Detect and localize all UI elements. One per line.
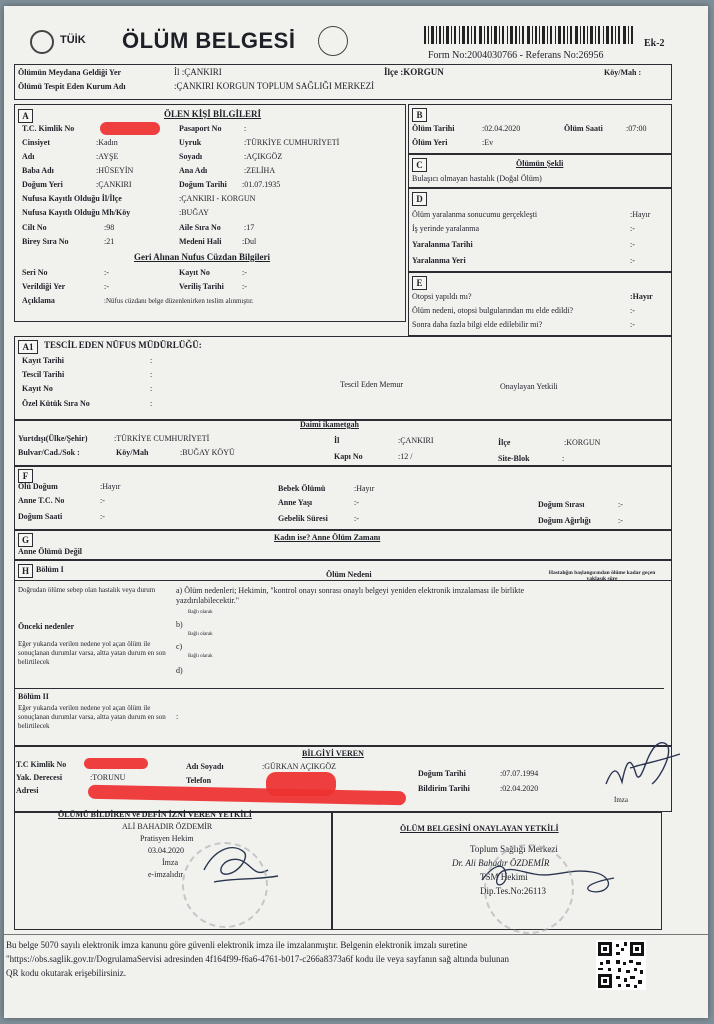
- section-b-tag: B: [412, 108, 427, 122]
- ana-value: :ZELİHA: [244, 166, 276, 175]
- section-a-title: ÖLEN KİŞİ BİLGİLERİ: [164, 109, 262, 119]
- a1-tescil-memur: Tescil Eden Memur: [340, 380, 403, 389]
- a1-colon-4: :: [150, 399, 153, 408]
- right-yetkili-line1: Toplum Sağlığı Merkezi: [470, 844, 558, 854]
- bebek-value: :Hayır: [354, 484, 375, 493]
- dogum-tarihi-label: Doğum Tarihi: [179, 180, 227, 189]
- aciklama-value: :Nüfus cüzdanı belge düzenlenirken teslim alınmıştır.: [104, 297, 254, 305]
- verildigi-label: Verildiği Yer: [22, 282, 66, 291]
- footer-line1: Bu belge 5070 sayılı elektronik imza kanunu göre güvenli elektronik imza ile imzalanmıştır. Belgenin elektronik imzalı suretine: [6, 940, 468, 950]
- footer-line2: "https://obs.saglik.gov.tr/DogrulamaServisi adresinden 4f164f99-f6a6-4761-b017-c266a8373a6f kodu ile veya sayfanın sağ altında bulunan: [6, 954, 509, 964]
- cause-b: b): [176, 620, 183, 629]
- e-a2: :-: [630, 306, 635, 315]
- olu-dogum-value: :Hayır: [100, 482, 121, 491]
- f-dogum-saati-label: Doğum Saati: [18, 512, 63, 521]
- bilgi-adi-value: :GÜRKAN AÇIKGÖZ: [262, 762, 336, 771]
- seri-label: Seri No: [22, 268, 48, 277]
- health-ministry-logo-icon: [318, 26, 348, 56]
- verilis-value: :-: [242, 282, 247, 291]
- yurtdisi-value: :TÜRKİYE CUMHURİYETİ: [114, 434, 210, 443]
- anne-yasi-value: :-: [354, 498, 359, 507]
- kadin-title: Kadın ise? Anne Ölüm Zamanı: [274, 533, 381, 542]
- section-g-tag: G: [18, 533, 33, 547]
- aile-label: Aile Sıra No: [179, 223, 221, 232]
- aciklama-label: Açıklama: [22, 296, 55, 305]
- olum-yeri-label: Ölüm Yeri: [412, 138, 448, 147]
- medeni-label: Medeni Hali: [179, 237, 222, 246]
- cause-c: c): [176, 642, 183, 651]
- medeni-value: :Dul: [242, 237, 257, 246]
- onceki-label: Önceki nedenler: [18, 622, 75, 631]
- section-e-tag: E: [412, 276, 427, 290]
- bagli-2: Bağlı olarak: [188, 632, 213, 637]
- left-yetkili-date: 03.04.2020: [148, 846, 184, 855]
- koy-label: Köy/Mah :: [604, 68, 642, 77]
- olu-dogum-label: Ölü Doğum: [18, 482, 58, 491]
- a1-kayit-no: Kayıt No: [22, 384, 53, 393]
- olum-saati-label: Ölüm Saati: [564, 124, 603, 133]
- bebek-label: Bebek Ölümü: [278, 484, 326, 493]
- geri-alinan-title: Geri Alınan Nufus Cüzdan Bilgileri: [134, 252, 271, 262]
- footer-divider: [4, 934, 708, 935]
- section-a1-tag: A1: [18, 340, 38, 354]
- section-d-tag: D: [412, 192, 427, 206]
- kayit-value: :-: [242, 268, 247, 277]
- section-c-value: Bulaşıcı olmayan hastalık (Doğal Ölüm): [412, 174, 542, 183]
- bilgi-title: BİLGİYİ VEREN: [302, 749, 364, 758]
- a1-colon-3: :: [150, 384, 153, 393]
- cause-a-text: a) Ölüm nedenleri; Hekimin, "kontrol onayı sonrası onaylı belgeyi yeniden elektronik imzalaması ile birlikte yazdırılabilecektir.": [176, 586, 525, 605]
- a1-colon-2: :: [150, 370, 153, 379]
- cinsiyet-label: Cinsiyet: [22, 138, 50, 147]
- left-yetkili-name: ALİ BAHADIR ÖZDEMİR: [122, 822, 213, 831]
- olum-saati-value: :07:00: [626, 124, 647, 133]
- ek-label: Ek-2: [644, 38, 665, 49]
- pasaport-label: Pasaport No: [179, 124, 222, 133]
- e-q1: Otopsi yapıldı mı?: [412, 292, 472, 301]
- ikamet-koy-label: Köy/Mah: [116, 448, 149, 457]
- bilgi-tc-redaction: [84, 758, 148, 769]
- bildirim-label: Bildirim Tarihi: [418, 784, 470, 793]
- a1-ozel-kutuk: Özel Kütük Sıra No: [22, 399, 90, 408]
- death-certificate-page: [4, 6, 708, 1018]
- left-yetkili-title: ÖLÜMÜ BİLDİREN ve DEFİN İZNİ VEREN YETKİLİ: [58, 810, 252, 819]
- h-divider-top: [14, 580, 672, 581]
- section-h-tag: H: [18, 564, 33, 578]
- e-q2: Ölüm nedeni, otopsi bulgularından mı elde edildi?: [412, 306, 574, 315]
- nufus-il-value: :ÇANKIRI - KORGUN: [179, 194, 256, 203]
- nufus-mh-value: :BUĞAY: [179, 208, 209, 217]
- nufus-mh-label: Nufusa Kayıtlı Olduğu Mh/Köy: [22, 208, 131, 217]
- soyadi-value: :AÇIKGÖZ: [244, 152, 283, 161]
- adres-label: Adresi: [16, 786, 39, 795]
- olum-tarihi-value: :02.04.2020: [482, 124, 521, 133]
- cilt-value: :98: [104, 223, 115, 232]
- d-a3: :-: [630, 240, 635, 249]
- ana-label: Ana Adı: [179, 166, 208, 175]
- right-yetkili-line3: TSM Hekimi: [480, 872, 528, 882]
- right-yetkili-title: ÖLÜM BELGESİNİ ONAYLAYAN YETKİLİ: [400, 824, 559, 833]
- pasaport-value: :: [244, 124, 247, 133]
- cause-d: d): [176, 666, 183, 675]
- eger1-label: Eğer yukarıda verilen nedene yol açan ölüm ile sonuçlanan durumlar varsa, altta yatan durum en son belirtilecek: [18, 640, 166, 666]
- ikamet-ilce-label: İlçe: [498, 438, 511, 447]
- ikamet-title: Daimi ikametgah: [300, 420, 359, 429]
- barcode-icon: [424, 26, 634, 44]
- bolum2-label: Bölüm II: [18, 692, 49, 701]
- left-yetkili-eimza: e-imzalıdır: [148, 870, 184, 879]
- document-title: ÖLÜM BELGESİ: [122, 28, 296, 53]
- qr-code-icon: [596, 940, 646, 990]
- form-number: Form No:2004030766 - Referans No:26956: [428, 50, 604, 61]
- olum-tarihi-label: Ölüm Tarihi: [412, 124, 455, 133]
- bilgi-dogum-value: :07.07.1994: [500, 769, 539, 778]
- kayit-label: Kayıt No: [179, 268, 210, 277]
- birey-value: :21: [104, 237, 115, 246]
- birey-label: Birey Sıra No: [22, 237, 69, 246]
- section-c-tag: C: [412, 158, 427, 172]
- section-g-box: [14, 530, 672, 560]
- left-yetkili-imza: İmza: [162, 858, 178, 867]
- d-q4: Yaralanma Yeri: [412, 256, 466, 265]
- cinsiyet-value: :Kadın: [96, 138, 118, 147]
- right-stamp: [484, 844, 574, 934]
- d-a4: :-: [630, 256, 635, 265]
- ministry-seal-icon: [30, 30, 54, 54]
- uyruk-label: Uyruk: [179, 138, 202, 147]
- ikamet-ilce-value: :KORGUN: [564, 438, 601, 447]
- bolum1-label: Bölüm I: [36, 565, 64, 574]
- bagli-3: Bağlı olarak: [188, 654, 213, 659]
- kapi-value: :12 /: [398, 452, 413, 461]
- gebelik-value: :-: [354, 514, 359, 523]
- a1-kayit-tarihi: Kayıt Tarihi: [22, 356, 65, 365]
- dogum-yeri-label: Doğum Yeri: [22, 180, 63, 189]
- site-value: :: [562, 454, 565, 463]
- bagli-1: Bağlı olarak: [188, 610, 213, 615]
- olum-nedeni-title: Ölüm Nedeni: [326, 570, 372, 579]
- dogum-yeri-value: :ÇANKIRI: [96, 180, 132, 189]
- footer-line3: QR kodu okutarak erişebilirsiniz.: [6, 968, 126, 978]
- eger2-label: Eğer yukarıda verilen nedene yol açan ölüm ile sonuçlanan durumlar varsa, altta yatan durum en son belirtilecek: [18, 704, 166, 730]
- a1-onaylayan: Onaylayan Yetkili: [500, 382, 558, 391]
- bilgi-adi-label: Adı Soyadı: [186, 762, 224, 771]
- section-a-tag: A: [18, 109, 33, 123]
- uyruk-value: :TÜRKİYE CUMHURİYETİ: [244, 138, 340, 147]
- yak-label: Yak. Derecesi: [16, 773, 63, 782]
- verilis-label: Veriliş Tarihi: [179, 282, 224, 291]
- kapi-label: Kapı No: [334, 452, 363, 461]
- d-q1: Ölüm yaralanma sonucumu gerçekleşti: [412, 210, 538, 219]
- dogrudan-label: Doğrudan ölüme sebep olan hastalık veya durum: [18, 586, 156, 594]
- d-q2: İş yerinde yaralanma: [412, 224, 480, 233]
- informant-signature-icon: [596, 724, 686, 794]
- baba-value: :HÜSEYİN: [96, 166, 134, 175]
- dogum-tarihi-value: :01.07.1935: [242, 180, 281, 189]
- section-c-title: Ölümün Şekli: [516, 159, 564, 168]
- ilce-label: İlçe :KORGUN: [384, 67, 444, 77]
- adi-label: Adı: [22, 152, 35, 161]
- yurtdisi-label: Yurtdışı(Ülke/Şehir): [18, 434, 88, 443]
- left-stamp: [182, 842, 268, 928]
- h-divider-mid: [14, 688, 664, 689]
- site-label: Site-Blok: [498, 454, 530, 463]
- tuik-logo: TÜİK: [60, 34, 86, 46]
- tc-label: T.C. Kimlik No: [22, 124, 75, 133]
- cilt-label: Cilt No: [22, 223, 47, 232]
- dogum-agirligi-label: Doğum Ağırlığı: [538, 516, 591, 525]
- bildirim-value: :02.04.2020: [500, 784, 539, 793]
- bilgi-tc-label: T.C Kimlik No: [16, 760, 67, 769]
- adi-value: :AYŞE: [96, 152, 119, 161]
- ikamet-il-value: :ÇANKIRI: [398, 436, 434, 445]
- hastalik-note: Hastalığın başlangıcından ölüme kadar geçen yaklaşık süre: [548, 570, 656, 582]
- anne-yasi-label: Anne Yaşı: [278, 498, 313, 507]
- anne-tc-label: Anne T.C. No: [18, 496, 65, 505]
- left-yetkili-title2: Pratisyen Hekim: [140, 834, 194, 843]
- a1-colon-1: :: [150, 356, 153, 365]
- nufus-il-label: Nufusa Kayıtlı Olduğu İl/İlçe: [22, 194, 122, 203]
- right-yetkili-line2: Dr. Ali Bahadır ÖZDEMİR: [452, 858, 550, 868]
- d-a2: :-: [630, 224, 635, 233]
- aile-value: :17: [244, 223, 255, 232]
- telefon-label: Telefon: [186, 776, 212, 785]
- bilgi-imza: İmza: [614, 796, 628, 804]
- meydana-label: Ölümün Meydana Geldiği Yer: [18, 68, 122, 77]
- d-q3: Yaralanma Tarihi: [412, 240, 473, 249]
- olum-yeri-value: :Ev: [482, 138, 494, 147]
- gebelik-label: Gebelik Süresi: [278, 514, 328, 523]
- section-f-tag: F: [18, 469, 33, 483]
- soyadi-label: Soyadı: [179, 152, 203, 161]
- verildigi-value: :-: [104, 282, 109, 291]
- baba-label: Baba Adı: [22, 166, 54, 175]
- ikamet-il-label: İl: [334, 436, 340, 445]
- bilgi-dogum-label: Doğum Tarihi: [418, 769, 466, 778]
- f-dogum-saati-value: :-: [100, 512, 105, 521]
- yak-value: :TORUNU: [90, 773, 126, 782]
- e-a3: :-: [630, 320, 635, 329]
- right-yetkili-line4: Dip.Tes.No:26113: [480, 886, 547, 896]
- dogum-agirligi-value: :-: [618, 516, 623, 525]
- anne-tc-value: :-: [100, 496, 105, 505]
- ikamet-koy-value: :BUĞAY KÖYÜ: [180, 448, 235, 457]
- bolum2-colon: :: [176, 712, 179, 721]
- e-a1: :Hayır: [630, 292, 653, 301]
- bulvar-label: Bulvar/Cad./Sok :: [18, 448, 80, 457]
- dogum-sirasi-value: :-: [618, 500, 623, 509]
- seri-value: :-: [104, 268, 109, 277]
- a1-tescil-tarihi: Tescil Tarihi: [22, 370, 65, 379]
- meydana-value: İl :ÇANKIRI: [174, 67, 222, 77]
- kurum-label: Ölümü Tespit Eden Kurum Adı: [18, 82, 126, 91]
- d-a1: :Hayır: [630, 210, 651, 219]
- kurum-value: :ÇANKIRI KORGUN TOPLUM SAĞLIĞI MERKEZİ: [174, 81, 375, 91]
- section-a1-title: TESCİL EDEN NÜFUS MÜDÜRLÜĞÜ:: [44, 340, 202, 350]
- e-q3: Sonra daha fazla bilgi elde edilebilir mi?: [412, 320, 543, 329]
- section-g-value: Anne Ölümü Değil: [18, 547, 83, 556]
- tc-redaction: [100, 122, 160, 135]
- dogum-sirasi-label: Doğum Sırası: [538, 500, 585, 509]
